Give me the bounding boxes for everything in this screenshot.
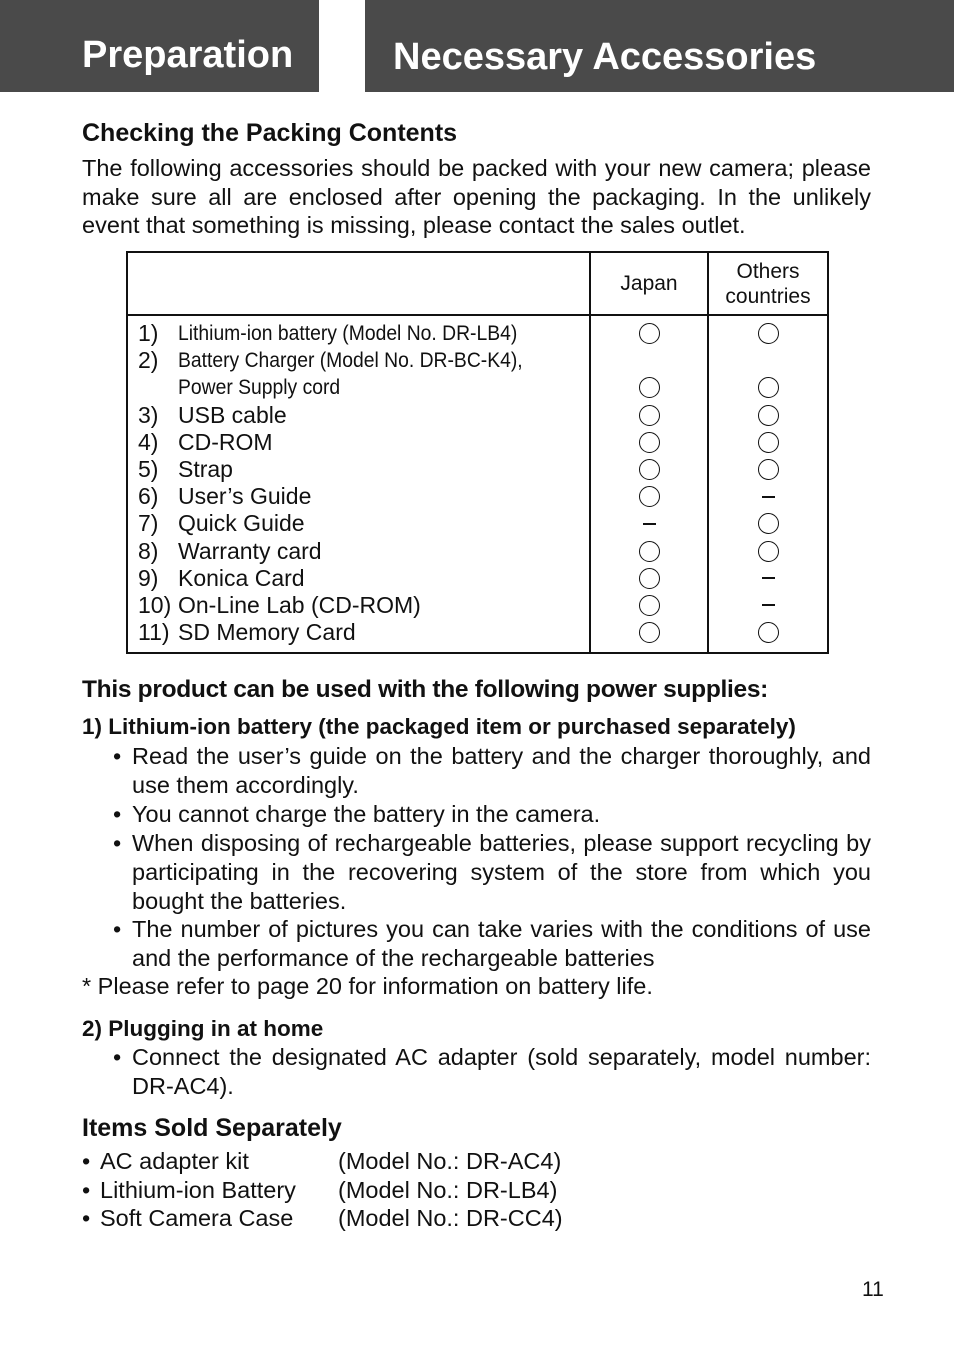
included-circle-icon bbox=[758, 377, 779, 398]
bullet-dot-icon: • bbox=[82, 1205, 91, 1231]
page-number: 11 bbox=[862, 1278, 884, 1301]
item-label: CD-ROM bbox=[178, 428, 273, 455]
bullet-text: Connect the designated AC adapter (sold separately, model number: DR-AC4). bbox=[132, 1044, 871, 1099]
included-circle-icon bbox=[758, 323, 779, 344]
sold-item bbox=[82, 1176, 563, 1205]
home-bullets bbox=[113, 1043, 871, 1101]
bullet-dot-icon: • bbox=[113, 916, 122, 943]
item-label: Konica Card bbox=[178, 564, 305, 591]
item-number: 5) bbox=[138, 456, 159, 483]
mark-row bbox=[591, 402, 707, 429]
bullet-text: When disposing of rechargeable batteries, please support recycling by participating in the recovering system of the store from which you bought the batteries. bbox=[132, 829, 871, 914]
not-included-dash-icon bbox=[762, 577, 775, 579]
bullet-item bbox=[113, 1043, 871, 1101]
mark-row bbox=[709, 483, 827, 510]
mark-row bbox=[709, 592, 827, 619]
included-circle-icon bbox=[758, 459, 779, 480]
item-row bbox=[138, 538, 589, 565]
item-label: USB cable bbox=[178, 401, 287, 428]
power-heading: This product can be used with the following power supplies: bbox=[82, 676, 769, 703]
included-circle-icon bbox=[639, 568, 660, 589]
item-row bbox=[138, 320, 589, 347]
item-number: 6) bbox=[138, 483, 159, 510]
item-number: 10) bbox=[138, 591, 172, 618]
mark-spacer bbox=[591, 347, 707, 374]
packing-heading: Checking the Packing Contents bbox=[82, 119, 458, 147]
item-number: 2) bbox=[138, 347, 159, 374]
item-row bbox=[138, 347, 589, 374]
page-title: Necessary Accessories bbox=[393, 35, 817, 78]
mark-row bbox=[709, 619, 827, 646]
item-label: Lithium-ion battery (Model No. DR-LB4) bbox=[178, 321, 518, 345]
mark-row bbox=[591, 483, 707, 510]
sold-item-model: (Model No.: DR-LB4) bbox=[338, 1176, 558, 1203]
included-circle-icon bbox=[639, 323, 660, 344]
sold-item-name: AC adapter kit bbox=[100, 1148, 249, 1174]
included-circle-icon bbox=[639, 405, 660, 426]
item-number: 1) bbox=[138, 320, 159, 347]
included-circle-icon bbox=[758, 432, 779, 453]
item-label: SD Memory Card bbox=[178, 619, 356, 646]
japan-column bbox=[590, 315, 708, 653]
included-circle-icon bbox=[639, 541, 660, 562]
not-included-dash-icon bbox=[643, 523, 656, 525]
mark-row bbox=[709, 456, 827, 483]
mark-row bbox=[709, 374, 827, 401]
home-subheading: 2) Plugging in at home bbox=[82, 1016, 324, 1041]
item-row bbox=[138, 429, 589, 456]
included-circle-icon bbox=[758, 405, 779, 426]
sold-item bbox=[82, 1147, 563, 1176]
item-row bbox=[138, 483, 589, 510]
section-tab bbox=[0, 0, 319, 92]
not-included-dash-icon bbox=[762, 496, 775, 498]
bullet-item bbox=[113, 800, 871, 829]
bullet-item bbox=[113, 742, 871, 800]
item-row bbox=[138, 456, 589, 483]
mark-row bbox=[591, 374, 707, 401]
item-label: Warranty card bbox=[178, 537, 322, 564]
item-label-continued: Power Supply cord bbox=[178, 375, 341, 399]
battery-bullets bbox=[113, 742, 871, 973]
mark-row bbox=[591, 456, 707, 483]
table-header-empty bbox=[127, 252, 590, 315]
packing-table bbox=[126, 251, 829, 654]
bullet-text: The number of pictures you can take varies with the conditions of use and the performance of the rechargeable batteries bbox=[132, 916, 871, 972]
item-label: User’s Guide bbox=[178, 483, 312, 510]
mark-row bbox=[709, 402, 827, 429]
sold-heading: Items Sold Separately bbox=[82, 1114, 342, 1142]
mark-row bbox=[709, 510, 827, 537]
title-tab bbox=[365, 0, 954, 92]
included-circle-icon bbox=[758, 541, 779, 562]
bullet-item bbox=[113, 915, 871, 973]
mark-row bbox=[709, 320, 827, 347]
item-number: 9) bbox=[138, 564, 159, 591]
column-header-others bbox=[708, 252, 828, 315]
packing-intro: The following accessories should be packed with your new camera; please make sure all are enclosed after opening the packaging. In the unlikely event that something is missing, please contact the sales outlet. bbox=[82, 155, 871, 239]
bullet-dot-icon: • bbox=[113, 743, 122, 769]
mark-row bbox=[591, 592, 707, 619]
bullet-item bbox=[113, 829, 871, 916]
sold-item bbox=[82, 1204, 563, 1233]
sold-list bbox=[82, 1147, 563, 1233]
bullet-text: Read the user’s guide on the battery and the charger thoroughly, and use them accordingly. bbox=[132, 743, 871, 798]
item-label: Strap bbox=[178, 456, 233, 483]
column-header-japan: Japan bbox=[590, 252, 708, 315]
item-row bbox=[138, 565, 589, 592]
mark-row bbox=[591, 619, 707, 646]
items-column bbox=[127, 315, 590, 653]
mark-row bbox=[709, 565, 827, 592]
item-label: Quick Guide bbox=[178, 510, 305, 537]
item-number: 4) bbox=[138, 428, 159, 455]
included-circle-icon bbox=[639, 377, 660, 398]
item-label: On-Line Lab (CD-ROM) bbox=[178, 591, 421, 618]
mark-row bbox=[709, 429, 827, 456]
item-number: 8) bbox=[138, 537, 159, 564]
sold-item-name: Lithium-ion Battery bbox=[100, 1176, 296, 1203]
bullet-text: You cannot charge the battery in the camera. bbox=[132, 800, 601, 827]
included-circle-icon bbox=[639, 486, 660, 507]
bullet-dot-icon: • bbox=[82, 1176, 91, 1203]
item-row-continued bbox=[138, 374, 589, 401]
item-number: 11) bbox=[138, 619, 170, 646]
included-circle-icon bbox=[639, 432, 660, 453]
mark-row bbox=[591, 510, 707, 537]
mark-row bbox=[591, 538, 707, 565]
item-row bbox=[138, 592, 589, 619]
included-circle-icon bbox=[758, 622, 779, 643]
table-body-row bbox=[127, 315, 828, 653]
table-header-row bbox=[127, 252, 828, 315]
included-circle-icon bbox=[758, 513, 779, 534]
mark-row bbox=[591, 429, 707, 456]
not-included-dash-icon bbox=[762, 604, 775, 606]
section-label: Preparation bbox=[82, 33, 294, 76]
others-column bbox=[708, 315, 828, 653]
bullet-dot-icon: • bbox=[113, 1044, 122, 1070]
battery-note: * Please refer to page 20 for information on battery life. bbox=[82, 973, 653, 999]
item-number: 7) bbox=[138, 510, 159, 537]
column-header-others-label: Others countries bbox=[725, 259, 811, 308]
bullet-dot-icon: • bbox=[113, 829, 122, 856]
sold-item-model: (Model No.: DR-CC4) bbox=[338, 1205, 563, 1231]
included-circle-icon bbox=[639, 459, 660, 480]
included-circle-icon bbox=[639, 595, 660, 616]
mark-row bbox=[591, 320, 707, 347]
item-row bbox=[138, 619, 589, 646]
included-circle-icon bbox=[639, 622, 660, 643]
bullet-dot-icon: • bbox=[113, 800, 122, 827]
mark-row bbox=[709, 538, 827, 565]
item-row bbox=[138, 510, 589, 537]
bullet-dot-icon: • bbox=[82, 1148, 91, 1174]
item-label: Battery Charger (Model No. DR-BC-K4), bbox=[178, 348, 523, 372]
item-number: 3) bbox=[138, 401, 159, 428]
mark-spacer bbox=[709, 347, 827, 374]
sold-item-model: (Model No.: DR-AC4) bbox=[338, 1148, 562, 1174]
item-row bbox=[138, 402, 589, 429]
mark-row bbox=[591, 565, 707, 592]
sold-item-name: Soft Camera Case bbox=[100, 1205, 294, 1231]
battery-subheading: 1) Lithium-ion battery (the packaged item or purchased separately) bbox=[82, 714, 796, 739]
